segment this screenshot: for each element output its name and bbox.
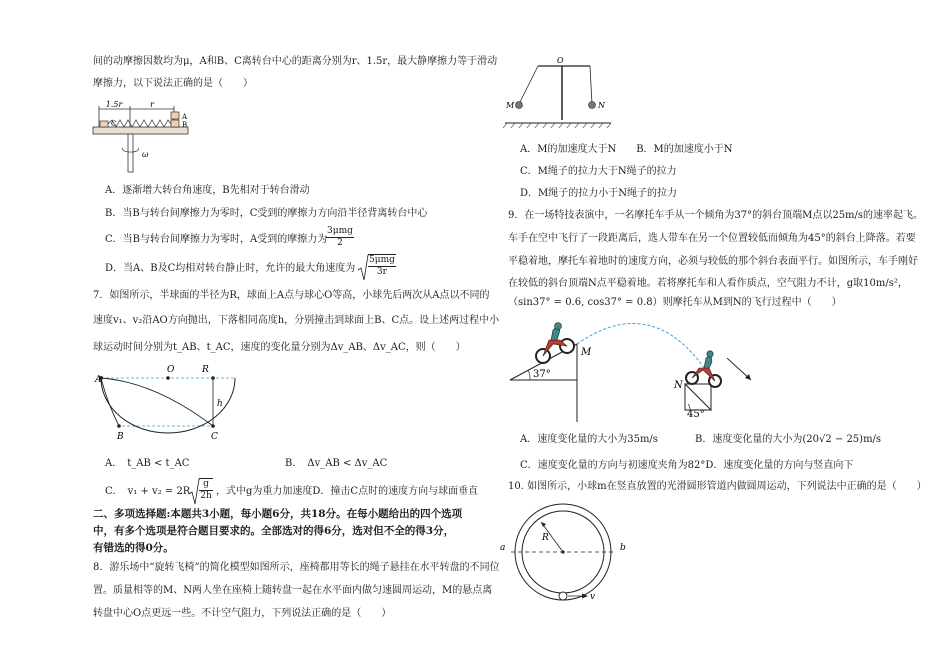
fraction-numerator: 3μmg xyxy=(327,226,353,236)
q6-turntable-figure xyxy=(90,96,200,176)
q8-stem-line1: 8．游乐场中“旋转飞椅”的简化模型如图所示，座椅都用等长的绳子悬挂在水平转盘的不同位 xyxy=(93,562,500,573)
point-B: B xyxy=(117,432,124,442)
q9-stem-line5: （sin37° = 0.6, cos37° = 0.8）则摩托车从M到N的飞行过程中（ ） xyxy=(508,297,842,308)
q9-stem-line2: 车手在空中飞行了一段距离后，选人带车在另一个位置较低而倾角为45°的斜台上降落。若要 xyxy=(508,233,916,244)
q6-stem-line2: 摩擦力，以下说法正确的是（ ） xyxy=(93,78,253,89)
fraction-numerator: g xyxy=(199,479,213,491)
q7-hemisphere-figure xyxy=(95,362,245,452)
label-omega: ω xyxy=(142,150,149,159)
point-O: O xyxy=(167,365,175,375)
point-O: O xyxy=(557,56,564,65)
q6-option-c-text: C．当B与转台间摩擦力为零时，A受到的摩擦力为 xyxy=(105,234,328,245)
q9-motorcycle-figure xyxy=(505,318,765,428)
q6-option-d-fraction xyxy=(368,254,396,278)
point-N: N xyxy=(598,101,605,110)
point-A: A xyxy=(95,375,102,385)
label-h: h xyxy=(217,399,223,409)
motorcycle-landing-icon xyxy=(686,351,721,387)
q8-stem-line2: 置。质量相等的M、N两人坐在座椅上随转盘一起在水平面内做匀速圆周运动，M的悬点离 xyxy=(93,585,493,596)
q8-stem-line3: 转盘中心O点更远一些。不计空气阻力，下列说法正确的是（ ） xyxy=(93,608,392,619)
label-B: B xyxy=(182,121,188,129)
section2-line2: 中，有多个选项是符合题目要求的。全部选对的得6分，选对但不全的得3分， xyxy=(93,525,455,537)
q9-stem-line3: 平稳着地，摩托车着地时的速度方向，必须与较低的那个斜台表面平行。如图所示，车手刚好 xyxy=(508,256,918,267)
point-M: M xyxy=(506,101,515,110)
q7-option-c-fraction xyxy=(199,478,213,502)
q10-stem-line1: 10. 如图所示，小球m在竖直放置的光滑圆形管道内做圆周运动，下列说法中正确的是（ ） xyxy=(508,481,927,492)
q6-option-c-fraction xyxy=(326,226,354,249)
label-R: R xyxy=(202,365,209,375)
q7-option-c: C． v₁ + v₂ = 2R xyxy=(105,486,191,497)
q6-option-d xyxy=(105,262,355,276)
label-R: R xyxy=(542,533,549,543)
fraction-denominator: 2h xyxy=(200,491,212,501)
label-1-5r: 1.5r xyxy=(105,100,123,109)
q7-stem-line1: 7．如图所示，半球面的半径为R，球面上A点与球心O等高，小球先后两次从A点以不同的 xyxy=(93,290,490,301)
fraction-denominator: 3r xyxy=(376,267,387,277)
q9-stem-line4: 在较低的斜台顶端N点平稳着地。若将摩托车和人看作质点，空气阻力不计，g取10m/s²， xyxy=(508,278,908,289)
point-C: C xyxy=(211,432,218,442)
q9-option-a: A．速度变化量的大小为35m/s xyxy=(520,434,658,445)
q7-stem-line2: 速度v₁、v₂沿AO方向抛出，下落相同高度h，分别撞击到球面上B、C点。设上述两过程中小 xyxy=(93,315,500,326)
q7-stem-line3: 球运动时间分别为t_AB、t_AC，速度的变化量分别为Δv_AB、Δv_AC，则（ ） xyxy=(93,342,466,353)
label-A: A xyxy=(182,113,188,121)
q8-option-c: C．M绳子的拉力大于N绳子的拉力 xyxy=(520,166,677,177)
q8-options-ab: A．M的加速度大于N B．M的加速度小于N xyxy=(520,144,733,155)
angle-37: 37° xyxy=(533,369,551,380)
fraction-numerator: 5μmg xyxy=(369,255,395,265)
label-C: C xyxy=(111,120,117,128)
q8-option-d: D．M绳子的拉力小于N绳子的拉力 xyxy=(520,188,678,199)
section2-line1: 二、多项选择题:本题共3小题，每小题6分，共18分。在每小题给出的四个选项 xyxy=(93,508,463,520)
point-N: N xyxy=(674,380,683,391)
label-v: v xyxy=(590,592,596,602)
point-a: a xyxy=(500,543,506,553)
q7-option-a: A． t_AB < t_AC xyxy=(105,458,190,469)
q8-swing-figure xyxy=(505,54,615,134)
fraction-denominator: 2 xyxy=(337,238,343,248)
point-M: M xyxy=(581,347,592,358)
q6-option-c xyxy=(105,233,327,247)
q9-option-b: B．速度变化量的大小为(20√2 − 25)m/s xyxy=(695,434,882,445)
q6-option-b: B．当B与转台间摩擦力为零时，C受到的摩擦力方向沿半径背离转台中心 xyxy=(105,208,428,219)
q6-option-a: A．逐渐增大转台角速度，B先相对于转台滑动 xyxy=(105,185,310,196)
section2-line3: 有错选的得0分。 xyxy=(93,542,174,554)
q7-option-b: B． Δv_AB < Δv_AC xyxy=(285,458,388,469)
q6-option-d-text: D．当A、B及C均相对转台静止时，允许的最大角速度为 xyxy=(105,263,356,274)
q9-options-cd: C．速度变化量的方向与初速度夹角为82°D．速度变化量的方向与竖直向下 xyxy=(520,460,854,471)
q10-tube-figure xyxy=(500,500,638,610)
point-b: b xyxy=(620,543,626,553)
angle-45: 45° xyxy=(687,409,705,420)
label-r: r xyxy=(150,100,154,109)
q6-stem-line1: 间的动摩擦因数均为μ，A和B、C离转台中心的距离分别为r、1.5r，最大静摩擦力等于滑动 xyxy=(93,56,498,67)
q7-option-c-rest: ，式中g为重力加速度D．撞击C点时的速度方向与球面垂直 xyxy=(216,486,479,497)
q9-stem-line1: 9．在一场特技表演中，一名摩托车手从一个倾角为37°的斜台顶端M点以25m/s的速率起飞。 xyxy=(508,210,924,221)
